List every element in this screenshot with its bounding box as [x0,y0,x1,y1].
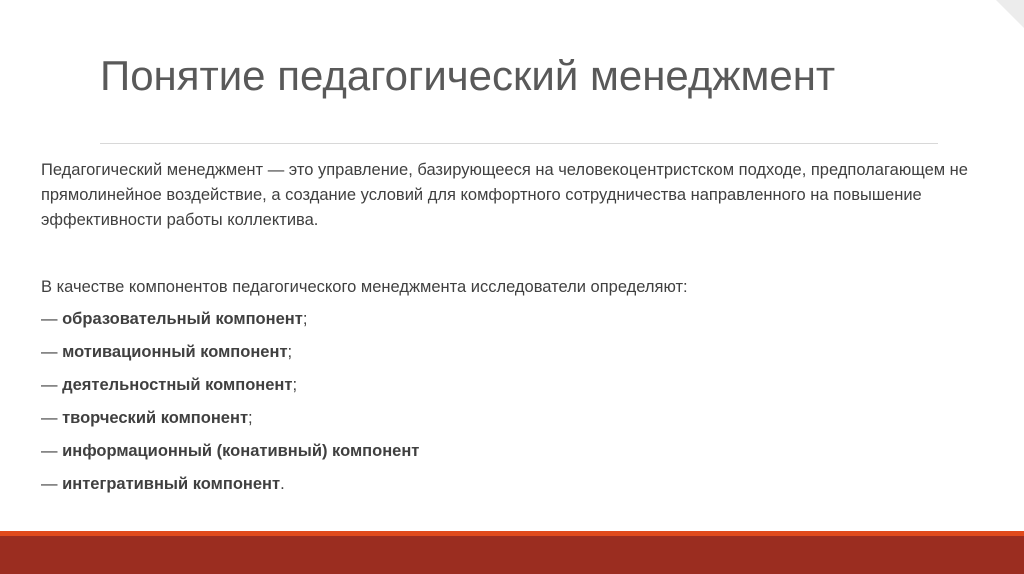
list-item-text: мотивационный компонент [62,343,288,361]
list-dash: — [41,343,63,361]
list-dash: — [41,376,63,394]
list-dash: — [41,442,63,460]
definition-paragraph: Педагогический менеджмент — это управление, базирующееся на человекоцентристском подходе, предполагающем не прямолинейное воздействие, а создание условий для комфортного сотрудничества направленного на повышение эффективности работы коллектива. [41,161,968,229]
list-item-text: интегративный компонент [62,475,281,493]
slide-title: Понятие педагогический менеджмент [100,52,836,99]
list-item-text: творческий компонент [62,409,249,427]
list-dash: — [41,409,63,427]
list-item-text: деятельностный компонент [62,376,293,394]
title-divider [100,143,938,144]
list-item [41,307,991,332]
list-item [41,472,991,497]
list-item-text: образовательный компонент [62,310,303,328]
list-item [41,406,991,431]
list-item-suffix: ; [292,376,298,394]
list-item-text: информационный (конативный) компонент [62,442,420,460]
list-dash: — [41,475,63,493]
list-item-suffix: ; [287,343,293,361]
components-intro: В качестве компонентов педагогического менеджмента исследователи определяют: [41,278,688,296]
list-item [41,373,991,398]
list-item [41,439,991,464]
list-item-suffix: ; [302,310,308,328]
list-item [41,340,991,365]
list-item-suffix: . [280,475,285,493]
list-dash: — [41,310,63,328]
corner-fold-decoration [996,0,1024,28]
slide-content [41,158,991,505]
components-list [41,307,991,497]
list-item-suffix: ; [248,409,253,427]
footer-bar [0,536,1024,574]
